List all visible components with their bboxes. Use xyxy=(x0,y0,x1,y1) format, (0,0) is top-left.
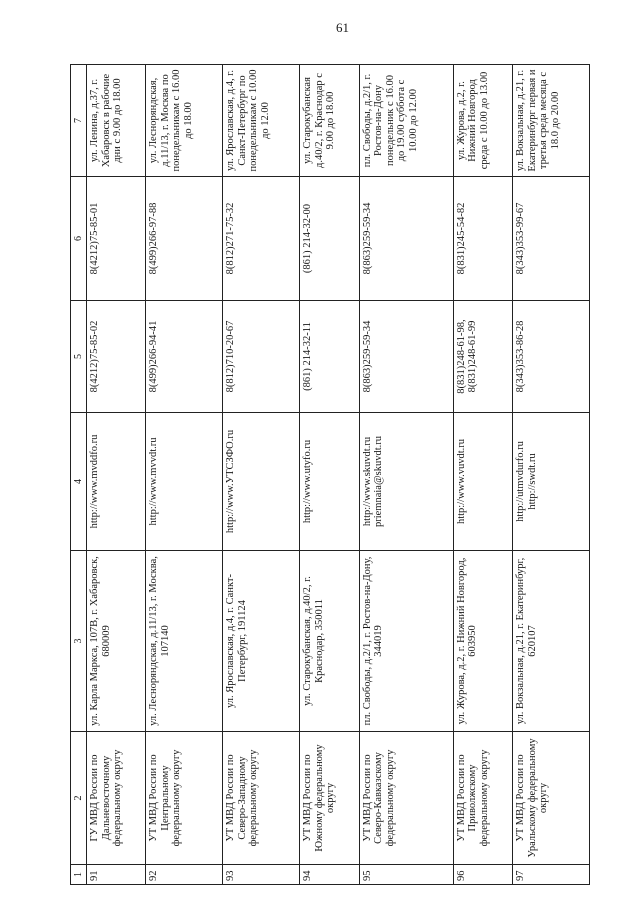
fax-cell: 8(831)245-54-82 xyxy=(453,177,512,301)
address-cell: ул. Старокубанская, д.40/2, г. Краснодар, 350011 xyxy=(300,551,359,732)
website-cell[interactable]: http://www.utyfo.ru xyxy=(300,413,359,551)
reception-info-cell: ул. Ярославская, д.4, г. Санкт-Петербург по понедельникам с 10.00 до 12.00 xyxy=(223,65,300,177)
phone-cell: 8(4212)75-85-02 xyxy=(87,301,146,413)
phone-cell: 8(863)259-59-34 xyxy=(359,301,453,413)
table-row xyxy=(146,65,223,885)
organization-name-cell: ГУ МВД России по Дальневосточному федеральному округу xyxy=(87,732,146,865)
table-row xyxy=(453,65,512,885)
page-number: 61 xyxy=(336,20,349,35)
header-cell: 6 xyxy=(71,177,87,301)
header-cell: 5 xyxy=(71,301,87,413)
fax-cell: (861) 214-32-00 xyxy=(300,177,359,301)
fax-cell: 8(812)271-75-32 xyxy=(223,177,300,301)
organization-name-cell: УТ МВД России по Уральскому федеральному округу xyxy=(513,732,590,865)
header-cell: 4 xyxy=(71,413,87,551)
address-cell: пл. Свободы, д.2/1, г. Ростов-на-Дону, 344019 xyxy=(359,551,453,732)
organization-name-cell: УТ МВД России по Приволжскому федеральному округу xyxy=(453,732,512,865)
fax-cell: 8(4212)75-85-01 xyxy=(87,177,146,301)
phone-cell: 8(831)248-61-98, 8(831)248-61-99 xyxy=(453,301,512,413)
address-cell: ул. Карла Маркса, 107В, г. Хабаровск, 680009 xyxy=(87,551,146,732)
row-number-cell: 93 xyxy=(223,865,300,885)
header-cell: 1 xyxy=(71,865,87,885)
row-number-cell: 91 xyxy=(87,865,146,885)
organization-name-cell: УТ МВД России по Северо-Западному федеральному округу xyxy=(223,732,300,865)
reception-info-cell: пл. Свободы, д.2/1, г. Ростов-на-Дону понедельник с 16.00 до 19.00 суббота с 10.00 до 12.00 xyxy=(359,65,453,177)
reception-info-cell: ул. Вокзальная, д.21, г. Екатеринбург первая и третья среда месяца с 18.0 до 20.00 xyxy=(513,65,590,177)
offices-table xyxy=(70,64,590,885)
header-row xyxy=(71,65,87,885)
fax-cell: 8(863)259-59-34 xyxy=(359,177,453,301)
website-cell[interactable]: http://www.vuvdt.ru xyxy=(453,413,512,551)
address-cell: ул. Ярославская, д.4, г. Санкт-Петербург, 191124 xyxy=(223,551,300,732)
reception-info-cell: ул. Старокубанская д.40/2, г. Краснодар с 9.00 до 18.00 xyxy=(300,65,359,177)
table-row xyxy=(300,65,359,885)
phone-cell: 8(812)710-20-67 xyxy=(223,301,300,413)
phone-cell: 8(499)266-94-41 xyxy=(146,301,223,413)
address-cell: ул. Лесноряндская, д.11/13, г. Москва, 107140 xyxy=(146,551,223,732)
reception-info-cell: ул. Журова, д.2, г. Нижний Новгород среда с 10.00 до 13.00 xyxy=(453,65,512,177)
row-number-cell: 92 xyxy=(146,865,223,885)
organization-name-cell: УТ МВД России по Северо-Кавказскому федеральному округу xyxy=(359,732,453,865)
website-cell[interactable]: http://www.УТСЗФО.ru xyxy=(223,413,300,551)
row-number-cell: 97 xyxy=(513,865,590,885)
row-number-cell: 94 xyxy=(300,865,359,885)
table-row xyxy=(513,65,590,885)
phone-cell: 8(343)353-86-28 xyxy=(513,301,590,413)
fax-cell: 8(343)353-99-67 xyxy=(513,177,590,301)
row-number-cell: 95 xyxy=(359,865,453,885)
website-cell[interactable]: http://www.mvddfo.ru xyxy=(87,413,146,551)
table-row xyxy=(223,65,300,885)
table-row xyxy=(359,65,453,885)
organization-name-cell: УТ МВД России по Южному федеральному округу xyxy=(300,732,359,865)
website-cell[interactable]: http://www.mvvdt.ru xyxy=(146,413,223,551)
website-cell[interactable]: http://www.skuvdt.ru priemnaia@skuvdt.ru xyxy=(359,413,453,551)
header-cell: 2 xyxy=(71,732,87,865)
header-cell: 3 xyxy=(71,551,87,732)
row-number-cell: 96 xyxy=(453,865,512,885)
table-row xyxy=(87,65,146,885)
address-cell: ул. Журова, д.2, г. Нижний Новгород, 603950 xyxy=(453,551,512,732)
website-cell[interactable]: http://utmvdurfo.ru http://swdt.ru xyxy=(513,413,590,551)
fax-cell: 8(499)266-97-88 xyxy=(146,177,223,301)
organization-name-cell: УТ МВД России по Центральному федеральному округу xyxy=(146,732,223,865)
header-cell: 7 xyxy=(71,65,87,177)
address-cell: ул. Вокзальная, д.21, г. Екатеринбург, 620107 xyxy=(513,551,590,732)
reception-info-cell: ул. Лесноряндская, д.11/13, г. Москва по понедельникам с 16.00 до 18.00 xyxy=(146,65,223,177)
rotated-table-container xyxy=(70,65,590,885)
reception-info-cell: ул. Ленина, д.37, г. Хабаровск в рабочие дни с 9.00 до 18.00 xyxy=(87,65,146,177)
phone-cell: (861) 214-32-11 xyxy=(300,301,359,413)
